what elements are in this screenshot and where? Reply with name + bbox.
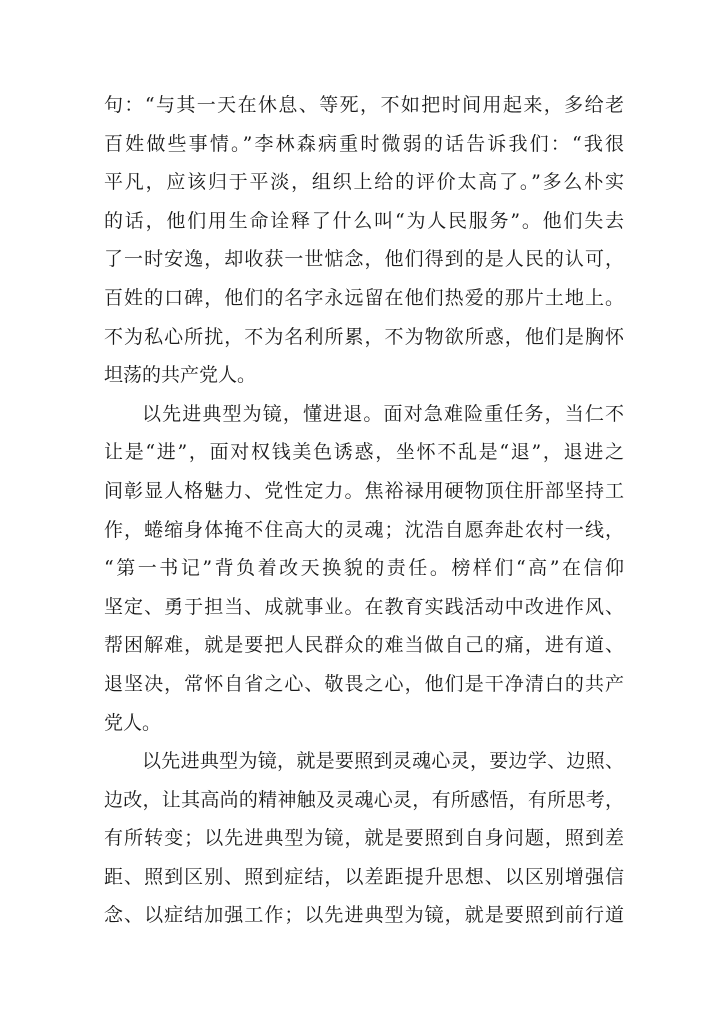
text-line: 有所转变；以先进典型为镜，就是要照到自身问题，照到差 <box>104 827 624 850</box>
text-line: 党人。 <box>104 711 162 734</box>
text-line: 让是“进”，面对权钱美色诱惑，坐怀不乱是“退”，退进之 <box>104 441 624 464</box>
paragraph-2 <box>104 395 624 742</box>
text-line: 退坚决，常怀自省之心、敬畏之心，他们是干净清白的共产 <box>104 672 624 695</box>
text-line: 坦荡的共产党人。 <box>104 364 257 387</box>
text-line: 以先进典型为镜，懂进退。面对急难险重任务，当仁不 <box>142 402 624 425</box>
text-line: 念、以症结加强工作；以先进典型为镜，就是要照到前行道 <box>104 904 624 927</box>
text-line: 帮困解难，就是要把人民群众的难当做自己的痛，进有道、 <box>104 634 624 657</box>
text-line: 百姓的口碑，他们的名字永远留在他们热爱的那片土地上。 <box>104 286 624 309</box>
text-line: 以先进典型为镜，就是要照到灵魂心灵，要边学、边照、 <box>142 750 624 773</box>
text-line: 不为私心所扰，不为名利所累，不为物欲所惑，他们是胸怀 <box>104 325 624 348</box>
text-line: 距、照到区别、照到症结，以差距提升思想、以区别增强信 <box>104 865 624 888</box>
text-line: 的话，他们用生命诠释了什么叫“为人民服务”。他们失去 <box>104 209 624 232</box>
text-line: 坚定、勇于担当、成就事业。在教育实践活动中改进作风、 <box>104 595 624 618</box>
paragraph-3 <box>104 742 624 935</box>
paragraph-1 <box>104 86 624 395</box>
text-line: 间彰显人格魅力、党性定力。焦裕禄用硬物顶住肝部坚持工 <box>104 479 624 502</box>
text-line: 句：“与其一天在休息、等死，不如把时间用起来，多给老 <box>104 94 624 116</box>
text-line: 百姓做些事情。”李林森病重时微弱的话告诉我们：“我很 <box>104 132 624 155</box>
text-line: 平凡，应该归于平淡，组织上给的评价太高了。”多么朴实 <box>104 171 624 194</box>
text-line: “第一书记”背负着改天换貌的责任。榜样们“高”在信仰 <box>104 557 624 580</box>
text-line: 作，蜷缩身体掩不住高大的灵魂；沈浩自愿奔赴农村一线， <box>104 518 624 541</box>
text-line: 边改，让其高尚的精神触及灵魂心灵，有所感悟，有所思考， <box>104 788 624 811</box>
body-text <box>104 86 624 935</box>
text-line: 了一时安逸，却收获一世惦念，他们得到的是人民的认可， <box>104 248 624 271</box>
